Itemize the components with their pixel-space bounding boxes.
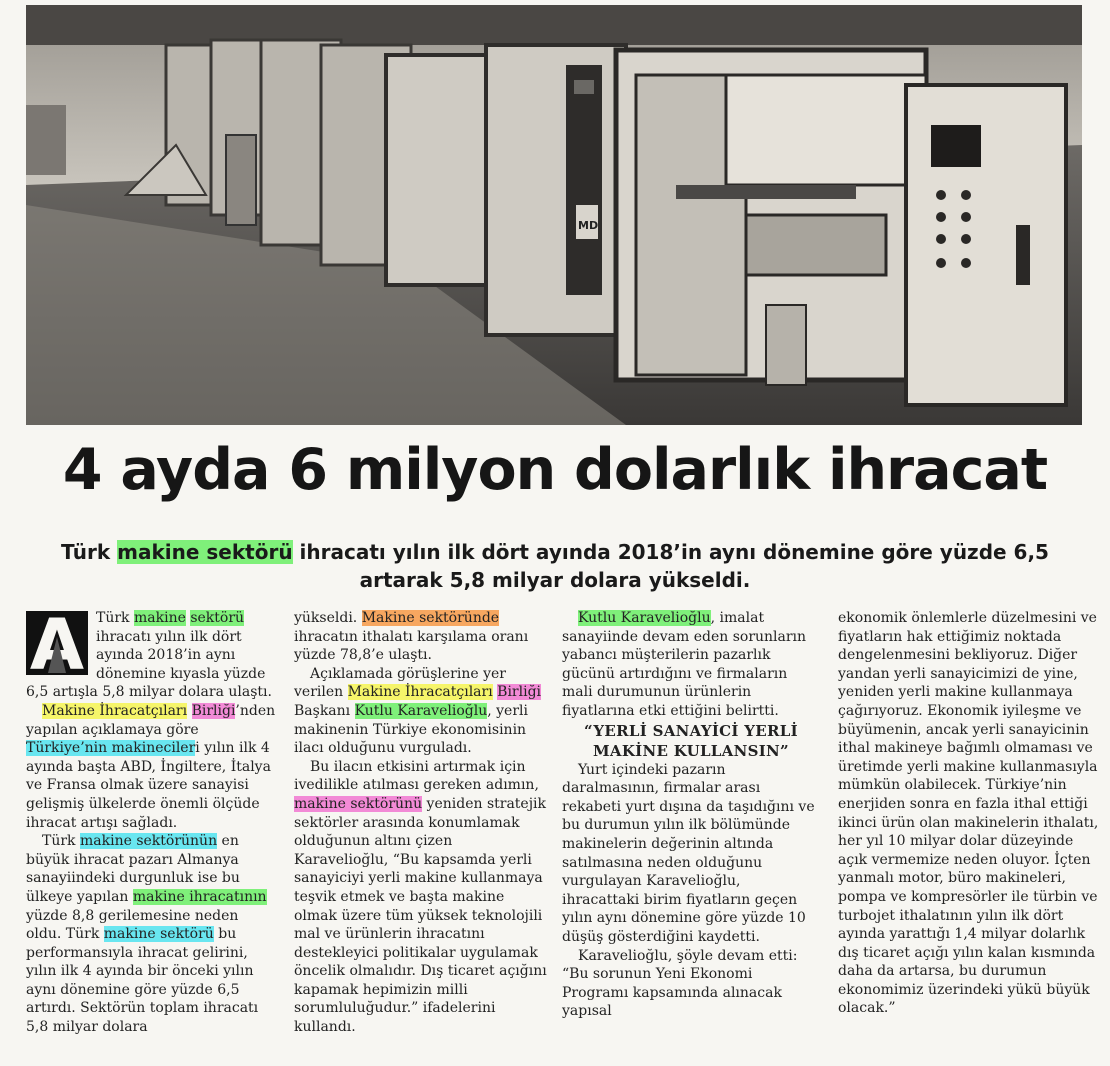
highlight: makine sektörünün (79, 833, 218, 850)
highlight: makine sektörü (103, 926, 214, 943)
drop-cap-letter: A (29, 604, 85, 686)
paragraph: Kutlu Karavelioğlu, imalat sanayiinde devam eden sorunların yabancı müşterilerin pazarlık gücünü artırdığını ve firmaların mali durumunun ürünlerin fiyatlarına etki ettiğini belirtti. (562, 610, 807, 719)
highlight-makine-sektoru: makine sektörü (117, 540, 293, 564)
paragraph: ekonomik önlemlerle düzelmesini ve fiyatların hak ettiğimiz noktada dengelenmesini bekliyoruz. Diğer yandan yerli sanayicimizi de yine, yeniden yerli makine kullanmaya çağırıyoruz. Ekonomik iyileşme ve büyümenin, ancak yerli sanayicinin ithal makineye bağımlı olmaması ve üretimde yerli makine kullanmasıyla mümkün olabilecek. Türkiye’nin enerjiden sonra en fazla ithal ettiği ikinci ürün olan makinelerin ithalatı, her yıl 10 milyar dolar düzeyinde açık vermemize neden oluyor. İçten yanmalı motor, büro makineleri, pompa ve kompresörler ile türbin ve turbojet ithalatının yılın ilk dört ayında yarattığı 1,4 milyar dolarlık dış ticaret açığı yılın kalan kısmında daha da artarsa, bu durumun ekonomimiz üzerindeki yükü büyük olacak.” (838, 610, 1099, 1017)
subhead-text-1: Türk (61, 540, 118, 564)
highlight: Birliği (497, 684, 542, 701)
highlight: Makine İhracatçıları (42, 702, 188, 719)
paragraph: Makine İhracatçıları Birliği’nden yapılan açıklamaya göre Türkiye’nin makinecileri yılın ilk 4 ayında başta ABD, İngiltere, İtalya ve Fransa olmak üzere sanayisi gelişmiş ülkelerde önemli ölçüde ihracat artışı sağladı. (26, 702, 276, 831)
article-photo (26, 5, 1082, 425)
article-column-1 (26, 604, 276, 1037)
paragraph: Yurt içindeki pazarın daralmasının, firmalar arası rekabeti yurt dışına da taşıdığını ve bu durumun yılın ilk bölümünde makinelerin değerinin altında satılmasına neden olduğunu vurgulayan Karavelioğlu, ihracattaki birim fiyatların geçen yılın aynı dönemine göre yüzde 10 düşüş gösterdiğini kaydetti. (562, 761, 815, 945)
highlight: makine ihracatının (132, 888, 267, 905)
article-column-4 (838, 609, 1100, 1018)
section-subtitle: “YERLİ SANAYİCİ YERLİ MAKİNE KULLANSIN” (584, 721, 798, 760)
headline: 4 ayda 6 milyon dolarlık ihracat (62, 437, 1048, 503)
highlight: Makine sektöründe (361, 610, 500, 626)
highlight: Makine İhracatçıları (347, 684, 493, 701)
drop-cap (26, 604, 88, 686)
paragraph: Açıklamada görüşlerine yer verilen Makine İhracatçıları Birliği Başkanı Kutlu Karavelioğlu, yerli makinenin Türkiye ekonomisinin ilacı olduğunu vurguladı. (294, 665, 542, 757)
highlight: sektörü (190, 610, 245, 626)
subheadline (20, 538, 1090, 594)
factory-machines-illustration (26, 5, 1082, 425)
paragraph: yükseldi. Makine sektöründe ihracatın ithalatı karşılama oranı yüzde 78,8’e ulaştı. (294, 610, 529, 664)
paragraph: Bu ilacın etkisini artırmak için ivedilikle atılması gereken adımın, makine sektörünü yeniden stratejik sektörler arasında konumlamak olduğunun altını çizen Karavelioğlu, “Bu kapsamda yerli sanayiciyi yerli makine kullanmaya teşvik etmek ve başta makine olmak üzere tüm yüksek teknolojili mal ve ürünlerin ihracatını destekleyici politikalar uygulamak öncelik olmalıdır. Dış ticaret açığını kapamak hepimizin milli sorumluluğudur.” ifadelerini kullandı. (294, 758, 547, 1036)
article-column-2 (294, 609, 548, 1037)
subhead-text-2: ihracatı yılın ilk dört ayında 2018’in aynı dönemine göre yüzde 6,5 artarak 5,8 milyar dolara yükseldi. (292, 540, 1049, 592)
article-column-3 (562, 609, 820, 1021)
drop-cap-triangle-icon (48, 637, 66, 673)
paragraph: Türk makine sektörü ihracatı yılın ilk dört ayında 2018’in aynı dönemine kıyasla yüzde 6,5 artışla 5,8 milyar dolara ulaştı. (26, 610, 272, 701)
highlight: makine sektörünü (294, 795, 423, 812)
highlight: Birliği (191, 702, 236, 719)
machine-panel-label: MD (578, 219, 599, 232)
highlight: Kutlu Karavelioğlu (578, 610, 711, 626)
highlight: Kutlu Karavelioğlu (354, 702, 488, 719)
paragraph: Karavelioğlu, şöyle devam etti: “Bu sorunun Yeni Ekonomi Programı kapsamında alınacak yapısal (562, 947, 798, 1020)
highlight: Türkiye’nin makineciler (26, 740, 196, 757)
highlight: makine (133, 610, 186, 626)
paragraph: Türk makine sektörünün en büyük ihracat pazarı Almanya sanayiindeki durgunluk ise bu ülkeye yapılan makine ihracatının yüzde 8,8 gerilemesine neden oldu. Türk makine sektörü bu performansıyla ihracat gelirini, yılın ilk 4 ayında bir önceki yılın aynı dönemine göre yüzde 6,5 artırdı. Sektörün toplam ihracatı 5,8 milyar dolara (26, 833, 267, 1036)
